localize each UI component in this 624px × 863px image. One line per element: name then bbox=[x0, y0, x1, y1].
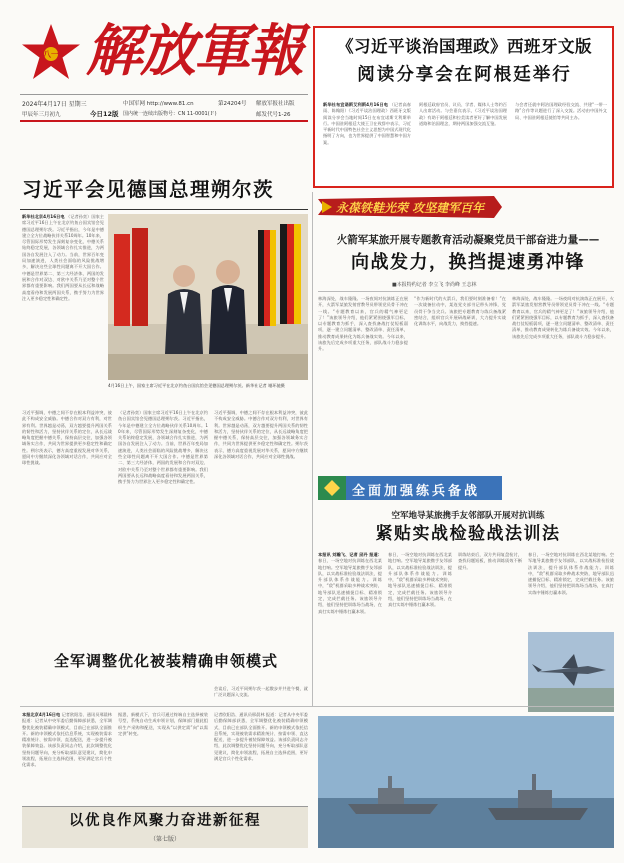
article-rocket-kicker: 火箭军某旅开展专题教育活动凝聚党员干部奋进力量—— bbox=[336, 234, 600, 246]
fighter-jet-photo-icon bbox=[528, 632, 614, 712]
article-adjust-col1 bbox=[22, 712, 112, 800]
article-joint-text: 春日，一场空地对抗训练在西北某地打响。空军地导某旅携手友邻部队，以实战标准检验战法训法，提升部队体系作战能力。训练中，“敌”机群采取多种战术突防，地导部队迅速捕捉目标、精准锁定，完成拦截任务。该旅领导介绍，他们坚持把训练场当战场，在真打实练中锤炼打赢本领。 bbox=[318, 558, 382, 614]
masthead-postal: 邮发代号1-26 bbox=[256, 112, 291, 118]
article-xi-scholz-text: （记者孙奕）国家主席习近平16日上午在北京钓鱼台国宾馆会见德国总理朔尔茨。习近平指出，今年是中德建立全方位战略伙伴关系10周年。10年来，尽管国际形势发生深刻复杂变化，中德关系始终稳定发展，各领域合作扎实推进，为两国各自发展注入了动力。当前，世界百年变局加速演进，人类社会面临的风险挑战增多，解决这些全球性问题离不开大国合作。中德是世界第二、第三大经济体，两国的发展和合作对双边、对欧中关系乃至对整个世界都有重要影响。我们两国要从长远和战略高度看待和发展两国关系，携手努力为世界注入更多稳定性和确定性。 bbox=[22, 214, 104, 301]
article-adjust-col2: 据悉，新模式下，官兵可通过终端自主选择被装号型，系统自动生成申领计划，保障部门据此组织生产采购和配送，实现从“以供定需”向“以需定供”转变。 bbox=[118, 712, 208, 736]
article-xi-book-frame bbox=[313, 26, 614, 188]
article-xi-book-text-1: （记者高春雨、陈翰阳）《习近平谈治国理政》西班牙文版阅读分享会当地时间15日在布宜诺斯艾利斯举行。中国驻阿根廷大使王卫在致辞中表示，习近平新时代中国特色社会主义思想为中国式现代化指明了方向，也为世界提供了中国智慧和中国方案。 bbox=[323, 102, 411, 145]
article-xi-book-title-1: 《习近平谈治国理政》西班牙文版 bbox=[337, 37, 592, 56]
training-banner-text: 全面加强练兵备战 bbox=[352, 484, 481, 499]
article-xi-scholz-byline: 新华社北京4月16日电 bbox=[22, 214, 65, 219]
article-xi-book-col1 bbox=[323, 102, 411, 186]
article-joint-kicker: 空军地导某旅携手友邻部队开展对抗训练 bbox=[391, 511, 545, 521]
article-xi-scholz-title: 习近平会见德国总理朔尔茨 bbox=[22, 178, 275, 201]
article-xi-scholz-col-b: （记者孙奕）国家主席习近平16日上午在北京钓鱼台国宾馆会见德国总理朔尔茨。习近平指出，今年是中德建立全方位战略伙伴关系10周年。10年来，尽管国际形势发生深刻复杂变化，中德关系始终稳定发展，各领域合作扎实推进，为两国各自发展注入了动力。当前，世界百年变局加速演进，人类社会面临的风险挑战增多，解决这些全球性问题离不开大国合作。中德是世界第二、第三大经济体，两国的发展和合作对双边、对欧中关系乃至对整个世界都有重要影响。我们两国要从长远和战略高度看待和发展两国关系，携手努力为世界注入更多稳定性和确定性。 bbox=[118, 410, 208, 485]
article-rocket-title: 向战发力，换挡提速勇冲锋 bbox=[351, 252, 585, 273]
article-xi-book-title-2: 阅读分享会在阿根廷举行 bbox=[357, 65, 572, 85]
article-rocket-col1: 林海深处，战车隆隆。一场夜间对抗演练正在展开，火箭军某旅发射营教导员带领党员骨干冲在一线。“专题教育以来，官兵的精气神更足了！”该旅领导介绍，他们紧紧围绕强军目标，以专题教育为抓手，深入查找备战打仗短板弱项，逐一建立问题清单、整改清单、责任清单，推动教育成果转化为练兵备战实效。今年以来，该旅先后完成多项重大任务，部队战斗力稳步提升。 bbox=[318, 296, 408, 352]
article-xi-book-byline: 新华社布宜诺斯艾利斯4月16日电 bbox=[323, 102, 389, 107]
photo-xi-scholz bbox=[108, 214, 308, 380]
warships-photo-icon bbox=[318, 716, 614, 848]
red-star-emblem-icon bbox=[20, 22, 82, 84]
masthead-pages: 今日12版 bbox=[90, 110, 119, 118]
masthead-cn: 国内统一连续出版物号：CN 11-0001(Ｆ) bbox=[123, 111, 217, 117]
masthead-date: 2024年4月17日 星期三 bbox=[22, 101, 87, 108]
svg-text:八一: 八一 bbox=[43, 50, 59, 59]
slogan-banner-text: 永葆铁鞋光荣 攻坚建军百年 bbox=[336, 201, 485, 215]
article-adjust-byline: 本报北京4月16日电 bbox=[22, 712, 61, 717]
photo-xi-scholz-caption: 4月16日上午，国家主席习近平在北京钓鱼台国宾馆会见德国总理朔尔茨。新华社记者 谢环驰摄 bbox=[108, 383, 285, 388]
article-xi-scholz-col-a: 习近平强调，中德之间不存在根本利益冲突，彼此不构成安全威胁。中德合作对双方有利，对世界有利。世界越是动荡，双方越要提升两国关系的韧性和活力，坚持伙伴关系的定位，从长远战略角度把握中德关系，保持高层交往，加强各领域务实合作，共同为世界提供更多稳定性和确定性。朔尔茨表示，德方高度重视发展对华关系，愿同中方继续深化各领域对话合作，共同应对全球性挑战。 bbox=[22, 410, 112, 466]
article-adjust-title: 全军调整优化被装精确申领模式 bbox=[53, 652, 278, 670]
article-xi-scholz-end: 会谈后，习近平同朔尔茨一起散步并共进午餐，就广泛议题深入交流。 bbox=[214, 686, 308, 698]
article-rocket-col3: 林海深处，战车隆隆。一场夜间对抗演练正在展开，火箭军某旅发射营教导员带领党员骨干冲在一线。“专题教育以来，官兵的精气神更足了！”该旅领导介绍，他们紧紧围绕强军目标，以专题教育为抓手，深入查找备战打仗短板弱项，逐一建立问题清单、整改清单、责任清单，推动教育成果转化为练兵备战实效。今年以来，该旅先后完成多项重大任务，部队战斗力稳步提升。 bbox=[512, 296, 614, 339]
meeting-photo-icon bbox=[108, 214, 308, 380]
photo-navy-fleet bbox=[318, 716, 614, 848]
article-adjust-col3: 记者欧阳浩、通讯员邢晨林 报道：记者从中央军委后勤保障部获悉，全军调整优化被装精确申领模式，目前已在部队全面推开。新的申领模式依托信息系统，实现被装需求精准统计、按需申领、直达配送，进一步提升被装保障效益。该部负责同志介绍，此次调整优化坚持问题导向，充分听取部队意见建议，简化申领流程，拓展自主选择范围，更好满足官兵个性化需求。 bbox=[214, 712, 308, 762]
article-joint-col2: 春日，一场空地对抗训练在西北某地打响。空军地导某旅携手友邻部队，以实战标准检验战法训法，提升部队体系作战能力。训练中，“敌”机群采取多种战术突防，地导部队迅速捕捉目标、精准锁定，完成拦截任务。该旅领导介绍，他们坚持把训练场当战场，在真打实练中锤炼打赢本领。 bbox=[388, 552, 452, 608]
article-xi-book-col3: 与会者还就中阿治国理政经验交流、共建“一带一路”合作等议题进行了深入交流。活动由中国外文局、中国驻阿根廷使馆等共同主办。 bbox=[515, 102, 607, 120]
masthead-publisher: 解放军报社出版 bbox=[256, 101, 295, 107]
photo-air-defense bbox=[528, 632, 614, 712]
article-joint-col4: 春日，一场空地对抗训练在西北某地打响。空军地导某旅携手友邻部队，以实战标准检验战法训法，提升部队体系作战能力。训练中，“敌”机群采取多种战术突防，地导部队迅速捕捉目标、精准锁定，完成拦截任务。该旅领导介绍，他们坚持把训练场当战场，在真打实练中锤炼打赢本领。 bbox=[528, 552, 614, 595]
slogan-banner bbox=[318, 196, 502, 218]
article-xi-scholz-col-c: 习近平强调，中德之间不存在根本利益冲突，彼此不构成安全威胁。中德合作对双方有利，对世界有利。世界越是动荡，双方越要提升两国关系的韧性和活力，坚持伙伴关系的定位，从长远战略角度把握中德关系，保持高层交往，加强各领域务实合作，共同为世界提供更多稳定性和确定性。朔尔茨表示，德方高度重视发展对华关系，愿同中方继续深化各领域对话合作，共同应对全球性挑战。 bbox=[214, 410, 308, 460]
masthead-lunar: 甲辰年三月初九 bbox=[22, 112, 61, 118]
article-adjust-text: 记者欧阳浩、通讯员邢晨林 报道：记者从中央军委后勤保障部获悉，全军调整优化被装精确申领模式，目前已在部队全面推开。新的申领模式依托信息系统，实现被装需求精准统计、按需申领、直达配送，进一步提升被装保障效益。该部负责同志介绍，此次调整优化坚持问题导向，充分听取部队意见建议，简化申领流程，拓展自主选择范围，更好满足官兵个性化需求。 bbox=[22, 712, 112, 768]
article-xi-scholz-lead bbox=[22, 214, 104, 406]
masthead bbox=[20, 10, 308, 140]
article-joint-byline: 本报讯 刘瀚飞、记者 邱丹 报道： bbox=[318, 552, 382, 557]
article-xi-book-col2: 阿根廷政府官员、议员、学者、媒体人士等约百人出席活动。与会嘉宾表示，《习近平谈治国理政》有助于阿根廷和拉美读者更好了解中国发展道路和治国理念，期待两国加强交流互鉴。 bbox=[419, 102, 507, 126]
article-joint-headline: 紧贴实战检验战法训法 bbox=[375, 524, 561, 544]
bottom-banner bbox=[22, 806, 308, 848]
masthead-title: 解放軍報 bbox=[86, 18, 302, 84]
bottom-banner-subtitle: （第七版） bbox=[149, 836, 180, 843]
article-joint-col3: 训练结束后，双方共同复盘检讨，查找问题短板，推动训练质效不断提升。 bbox=[458, 552, 522, 570]
article-joint-col1 bbox=[318, 552, 382, 712]
training-banner bbox=[318, 474, 502, 502]
article-rocket-byline: ■本报特约记者 李立飞 李尚峰 王志林 bbox=[392, 282, 477, 288]
bottom-banner-title: 以优良作风聚力奋进新征程 bbox=[69, 812, 261, 829]
masthead-url: 中国军网 http://www.81.cn bbox=[123, 101, 194, 107]
article-rocket-col2: “作为新时代的火箭兵，我们要时刻准备着！”在一次战备拉动中，某连党支部书记带头冲锋，党员骨干争当尖兵。该旅把专题教育与练兵备战紧密结合，组织官兵开展研战研训，大力提升实战化训练水平，向战发力，换挡提速。 bbox=[414, 296, 506, 327]
masthead-issue: 第24204号 bbox=[218, 101, 247, 107]
